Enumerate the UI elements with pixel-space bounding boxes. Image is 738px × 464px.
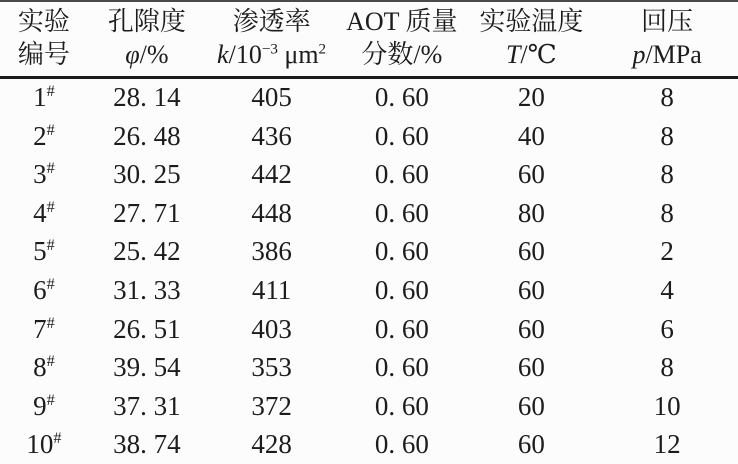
data-cell-temperature: 20 <box>517 82 545 113</box>
data-cell-back_pressure: 6 <box>660 313 674 344</box>
data-cell-permeability: 411 <box>251 274 292 305</box>
data-cell-back_pressure: 10 <box>653 390 681 421</box>
hash-superscript: # <box>46 120 55 139</box>
data-cell-porosity: 26. 51 <box>113 313 181 344</box>
header-superscript: −3 <box>261 41 278 58</box>
data-cell-aot: 0. 60 <box>374 197 429 228</box>
data-cell-temperature: 60 <box>517 274 545 305</box>
header-superscript: 2 <box>318 41 327 58</box>
data-cell-porosity: 37. 31 <box>113 390 181 421</box>
data-cell-temperature: 60 <box>517 390 545 421</box>
header-cell-back_pressure <box>596 1 738 77</box>
data-cell-aot: 0. 60 <box>374 274 429 305</box>
table-row <box>0 156 738 195</box>
experiment-number: 9 <box>33 390 47 421</box>
data-cell-id <box>0 425 88 464</box>
hash-superscript: # <box>46 390 55 409</box>
table-row <box>0 348 738 387</box>
data-cell-id <box>0 348 88 387</box>
header-label: 回压 <box>641 7 694 36</box>
header-label: 实验 <box>17 7 70 36</box>
table-row <box>0 117 738 156</box>
header-row <box>0 1 738 77</box>
data-cell-temperature: 40 <box>517 120 545 151</box>
hash-superscript: # <box>46 236 55 255</box>
data-cell-aot: 0. 60 <box>374 159 429 190</box>
data-cell-permeability: 405 <box>251 82 292 113</box>
header-symbol-text: /MPa <box>645 40 702 70</box>
header-symbol-text: /10 <box>228 40 262 70</box>
table-row <box>0 310 738 349</box>
experiment-number: 7 <box>33 313 47 344</box>
data-cell-permeability: 386 <box>251 236 292 267</box>
data-cell-temperature: 80 <box>517 197 545 228</box>
data-cell-back_pressure: 8 <box>660 352 674 383</box>
hash-superscript: # <box>46 82 55 101</box>
experiment-number: 5 <box>33 236 47 267</box>
hash-superscript: # <box>46 274 55 293</box>
header-symbol-unit <box>466 38 596 71</box>
header-symbol-unit <box>88 38 206 71</box>
header-symbol-text: T <box>505 40 521 70</box>
data-cell-back_pressure: 2 <box>660 236 674 267</box>
header-symbol-text: μm <box>277 40 319 70</box>
data-cell-porosity: 25. 42 <box>113 236 181 267</box>
data-cell-temperature: 60 <box>517 429 545 460</box>
header-cell-id <box>0 1 88 77</box>
data-cell-back_pressure: 8 <box>660 197 674 228</box>
data-cell-temperature: 60 <box>517 313 545 344</box>
header-symbol-unit <box>0 38 88 71</box>
table-row <box>0 77 738 117</box>
experiment-number: 6 <box>33 274 47 305</box>
table-body <box>0 77 738 464</box>
data-cell-back_pressure: 12 <box>653 429 681 460</box>
data-cell-permeability: 448 <box>251 197 292 228</box>
data-cell-aot: 0. 60 <box>374 352 429 383</box>
data-cell-id <box>0 271 88 310</box>
header-cell-temperature <box>466 1 596 77</box>
data-cell-temperature: 60 <box>517 352 545 383</box>
header-symbol-text: k <box>217 40 229 70</box>
data-cell-temperature: 60 <box>517 236 545 267</box>
data-cell-permeability: 442 <box>251 159 292 190</box>
data-cell-permeability: 428 <box>251 429 292 460</box>
header-label: 孔隙度 <box>107 7 186 36</box>
data-cell-permeability: 436 <box>251 120 292 151</box>
experiment-number: 3 <box>33 159 47 190</box>
data-cell-permeability: 403 <box>251 313 292 344</box>
data-cell-porosity: 31. 33 <box>113 274 181 305</box>
data-cell-id <box>0 156 88 195</box>
header-symbol-text: p <box>632 40 646 70</box>
header-cell-permeability <box>206 1 337 77</box>
data-cell-back_pressure: 8 <box>660 120 674 151</box>
hash-superscript: # <box>46 352 55 371</box>
table-row <box>0 194 738 233</box>
header-cell-aot <box>337 1 466 77</box>
data-cell-id <box>0 387 88 426</box>
hash-superscript: # <box>46 197 55 216</box>
header-symbol-text: 编号 <box>17 40 70 70</box>
data-cell-id <box>0 117 88 156</box>
data-cell-porosity: 27. 71 <box>113 197 181 228</box>
data-cell-permeability: 353 <box>251 352 292 383</box>
header-symbol-text: /% <box>139 40 169 70</box>
data-cell-id <box>0 233 88 272</box>
header-symbol-unit <box>596 38 738 71</box>
data-cell-porosity: 26. 48 <box>113 120 181 151</box>
table-header <box>0 1 738 77</box>
data-cell-back_pressure: 8 <box>660 82 674 113</box>
data-cell-aot: 0. 60 <box>374 313 429 344</box>
header-symbol-unit <box>337 38 466 71</box>
data-cell-id <box>0 194 88 233</box>
header-label: 实验温度 <box>479 7 584 36</box>
hash-superscript: # <box>46 159 55 178</box>
data-cell-aot: 0. 60 <box>374 429 429 460</box>
hash-superscript: # <box>46 313 55 332</box>
data-cell-aot: 0. 60 <box>374 390 429 421</box>
data-cell-aot: 0. 60 <box>374 236 429 267</box>
table-row <box>0 233 738 272</box>
data-cell-porosity: 28. 14 <box>113 82 181 113</box>
hash-superscript: # <box>53 429 62 448</box>
data-cell-id <box>0 77 88 117</box>
data-cell-porosity: 39. 54 <box>113 352 181 383</box>
table-row <box>0 425 738 464</box>
header-label: 渗透率 <box>232 7 311 36</box>
data-cell-aot: 0. 60 <box>374 120 429 151</box>
table-row <box>0 271 738 310</box>
experiment-number: 10 <box>26 429 54 460</box>
data-cell-aot: 0. 60 <box>374 82 429 113</box>
experiment-number: 1 <box>33 82 47 113</box>
header-label: AOT 质量 <box>346 7 458 36</box>
header-symbol-text: 分数/% <box>361 40 443 70</box>
header-symbol-unit <box>206 38 337 71</box>
header-symbol-text: /℃ <box>520 40 557 70</box>
header-cell-porosity <box>88 1 206 77</box>
experiment-number: 2 <box>33 120 47 151</box>
data-cell-temperature: 60 <box>517 159 545 190</box>
table-row <box>0 387 738 426</box>
data-cell-permeability: 372 <box>251 390 292 421</box>
data-cell-back_pressure: 8 <box>660 159 674 190</box>
header-symbol-text: φ <box>125 40 140 70</box>
data-cell-porosity: 38. 74 <box>113 429 181 460</box>
experiment-number: 8 <box>33 352 47 383</box>
data-cell-back_pressure: 4 <box>660 274 674 305</box>
data-cell-porosity: 30. 25 <box>113 159 181 190</box>
data-cell-id <box>0 310 88 349</box>
experiment-number: 4 <box>33 197 47 228</box>
